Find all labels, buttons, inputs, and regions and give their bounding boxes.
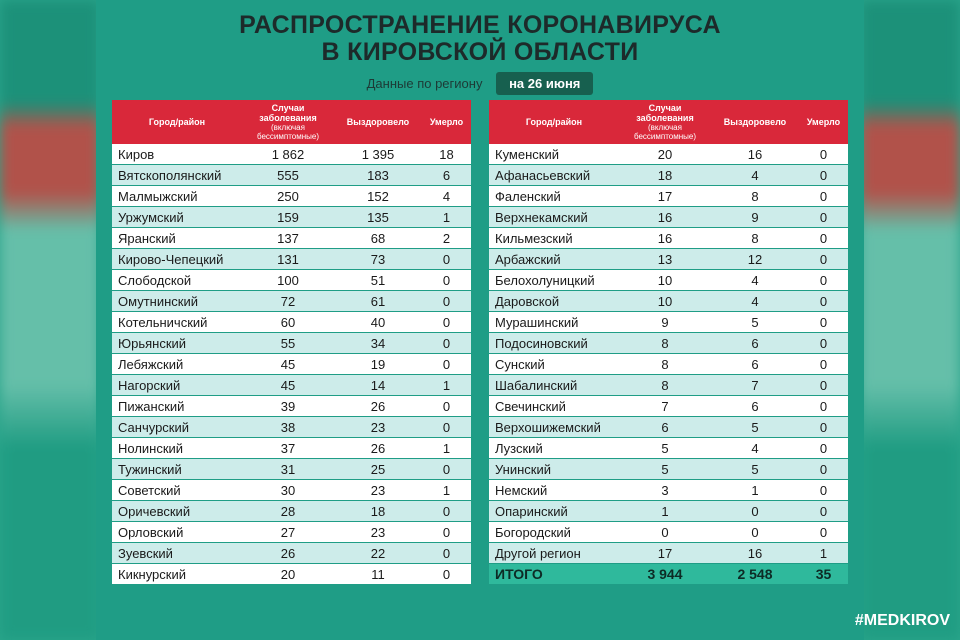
- table-row: [489, 438, 848, 459]
- cell-recovered: 23: [334, 480, 422, 501]
- cell-died: 0: [799, 312, 848, 333]
- cell-cases: 8: [619, 375, 711, 396]
- cell-recovered: 4: [711, 165, 799, 186]
- cell-cases: 45: [242, 354, 334, 375]
- cell-died: 0: [799, 396, 848, 417]
- cell-name: Лебяжский: [112, 354, 242, 375]
- total-row: [489, 564, 848, 585]
- cell-died: 0: [799, 207, 848, 228]
- cell-died: 2: [422, 228, 471, 249]
- cell-recovered: 183: [334, 165, 422, 186]
- cell-recovered: 135: [334, 207, 422, 228]
- cell-died: 6: [422, 165, 471, 186]
- cell-recovered: 11: [334, 564, 422, 585]
- cell-died: 0: [799, 228, 848, 249]
- cell-cases: 30: [242, 480, 334, 501]
- cell-cases: 555: [242, 165, 334, 186]
- right-table-header: [489, 100, 848, 144]
- table-row: [112, 333, 471, 354]
- table-row: [112, 270, 471, 291]
- total-died: 35: [799, 564, 848, 585]
- cell-died: 0: [799, 249, 848, 270]
- right-data-table: [489, 100, 848, 585]
- cell-cases: 13: [619, 249, 711, 270]
- cell-name: Афанасьевский: [489, 165, 619, 186]
- cell-name: Фаленский: [489, 186, 619, 207]
- left-table-header: [112, 100, 471, 144]
- left-data-table: [112, 100, 471, 585]
- cell-died: 1: [422, 438, 471, 459]
- cell-died: 0: [799, 438, 848, 459]
- cell-recovered: 68: [334, 228, 422, 249]
- cell-died: 1: [422, 207, 471, 228]
- table-row: [112, 501, 471, 522]
- cell-cases: 37: [242, 438, 334, 459]
- cell-died: 0: [799, 333, 848, 354]
- cell-recovered: 8: [711, 228, 799, 249]
- cell-died: 0: [799, 144, 848, 165]
- cell-name: Сунский: [489, 354, 619, 375]
- header-city: Город/район: [489, 100, 619, 144]
- table-row: [112, 375, 471, 396]
- subtitle: Данные по региону: [366, 76, 483, 91]
- table-row: [112, 228, 471, 249]
- cell-recovered: 5: [711, 459, 799, 480]
- table-row: [112, 186, 471, 207]
- cell-cases: 55: [242, 333, 334, 354]
- cell-recovered: 4: [711, 270, 799, 291]
- cell-name: Мурашинский: [489, 312, 619, 333]
- cell-recovered: 7: [711, 375, 799, 396]
- cell-name: Тужинский: [112, 459, 242, 480]
- cell-recovered: 8: [711, 186, 799, 207]
- cell-died: 0: [422, 522, 471, 543]
- table-row: [489, 480, 848, 501]
- cell-cases: 60: [242, 312, 334, 333]
- cell-died: 0: [799, 501, 848, 522]
- cell-cases: 1: [619, 501, 711, 522]
- total-cases: 3 944: [619, 564, 711, 585]
- cell-recovered: 14: [334, 375, 422, 396]
- cell-name: Вятскополянский: [112, 165, 242, 186]
- cell-recovered: 0: [711, 501, 799, 522]
- cell-recovered: 9: [711, 207, 799, 228]
- cell-name: Омутнинский: [112, 291, 242, 312]
- title-line-1: РАСПРОСТРАНЕНИЕ КОРОНАВИРУСА: [239, 11, 721, 39]
- cell-died: 0: [799, 459, 848, 480]
- table-row: [112, 438, 471, 459]
- table-row: [112, 354, 471, 375]
- header-recovered: Выздоровело: [711, 100, 799, 144]
- cell-recovered: 51: [334, 270, 422, 291]
- cell-name: Верхошижемский: [489, 417, 619, 438]
- cell-name: Белохолуницкий: [489, 270, 619, 291]
- background-blur-right: [860, 0, 960, 640]
- table-row: [489, 396, 848, 417]
- cell-cases: 45: [242, 375, 334, 396]
- cell-cases: 20: [242, 564, 334, 585]
- page-title: [96, 12, 864, 66]
- table-row: [112, 543, 471, 564]
- cell-cases: 100: [242, 270, 334, 291]
- table-row: [112, 249, 471, 270]
- cell-recovered: 6: [711, 333, 799, 354]
- cell-cases: 27: [242, 522, 334, 543]
- cell-recovered: 4: [711, 438, 799, 459]
- cell-died: 18: [422, 144, 471, 165]
- table-row: [489, 249, 848, 270]
- cell-recovered: 6: [711, 396, 799, 417]
- cell-name: Кильмезский: [489, 228, 619, 249]
- header-died: Умерло: [422, 100, 471, 144]
- header-cases: [242, 100, 334, 144]
- cell-cases: 10: [619, 291, 711, 312]
- cell-cases: 16: [619, 207, 711, 228]
- table-row: [489, 501, 848, 522]
- cell-name: Другой регион: [489, 543, 619, 564]
- cell-name: Кирово-Чепецкий: [112, 249, 242, 270]
- header-cases-label: Случаи заболевания: [636, 103, 694, 123]
- cell-cases: 131: [242, 249, 334, 270]
- cell-recovered: 5: [711, 417, 799, 438]
- cell-cases: 159: [242, 207, 334, 228]
- cell-cases: 17: [619, 186, 711, 207]
- cell-name: Оричевский: [112, 501, 242, 522]
- cell-died: 0: [422, 396, 471, 417]
- table-row: [489, 333, 848, 354]
- cell-recovered: 16: [711, 144, 799, 165]
- cell-name: Нолинский: [112, 438, 242, 459]
- cell-cases: 9: [619, 312, 711, 333]
- cell-recovered: 6: [711, 354, 799, 375]
- cell-name: Богородский: [489, 522, 619, 543]
- cell-name: Малмыжский: [112, 186, 242, 207]
- table-row: [489, 417, 848, 438]
- cell-recovered: 40: [334, 312, 422, 333]
- header-died: Умерло: [799, 100, 848, 144]
- cell-died: 1: [422, 480, 471, 501]
- cell-cases: 8: [619, 333, 711, 354]
- cell-cases: 137: [242, 228, 334, 249]
- cell-died: 0: [799, 480, 848, 501]
- cell-died: 1: [799, 543, 848, 564]
- cell-name: Санчурский: [112, 417, 242, 438]
- total-recovered: 2 548: [711, 564, 799, 585]
- cell-cases: 20: [619, 144, 711, 165]
- cell-cases: 18: [619, 165, 711, 186]
- cell-recovered: 152: [334, 186, 422, 207]
- table-row: [489, 354, 848, 375]
- cell-name: Верхнекамский: [489, 207, 619, 228]
- table-row: [489, 270, 848, 291]
- hashtag: #MEDKIROV: [854, 612, 950, 629]
- cell-cases: 28: [242, 501, 334, 522]
- cell-died: 1: [422, 375, 471, 396]
- cell-recovered: 73: [334, 249, 422, 270]
- table-row: [112, 207, 471, 228]
- cell-name: Даровской: [489, 291, 619, 312]
- cell-recovered: 0: [711, 522, 799, 543]
- table-row: [112, 522, 471, 543]
- background-blur-left: [0, 0, 100, 640]
- table-row: [489, 291, 848, 312]
- cell-died: 0: [422, 312, 471, 333]
- cell-cases: 8: [619, 354, 711, 375]
- cell-died: 0: [799, 270, 848, 291]
- table-row: [112, 396, 471, 417]
- cell-recovered: 23: [334, 522, 422, 543]
- cell-died: 0: [422, 417, 471, 438]
- title-line-2: В КИРОВСКОЙ ОБЛАСТИ: [321, 38, 639, 66]
- cell-recovered: 19: [334, 354, 422, 375]
- cell-name: Свечинский: [489, 396, 619, 417]
- cell-name: Немский: [489, 480, 619, 501]
- cell-name: Опаринский: [489, 501, 619, 522]
- header-cases-label: Случаи заболевания: [259, 103, 317, 123]
- cell-died: 0: [422, 501, 471, 522]
- cell-cases: 39: [242, 396, 334, 417]
- cell-cases: 10: [619, 270, 711, 291]
- cell-cases: 17: [619, 543, 711, 564]
- cell-died: 0: [422, 543, 471, 564]
- cell-name: Слободской: [112, 270, 242, 291]
- header-cases-note: (включая бессимптомные): [256, 123, 320, 141]
- date-badge: на 26 июня: [496, 72, 593, 95]
- cell-cases: 6: [619, 417, 711, 438]
- table-row: [489, 312, 848, 333]
- table-row: [489, 375, 848, 396]
- cell-recovered: 61: [334, 291, 422, 312]
- cell-cases: 5: [619, 459, 711, 480]
- table-row: [489, 459, 848, 480]
- cell-cases: 1 862: [242, 144, 334, 165]
- cell-cases: 31: [242, 459, 334, 480]
- cell-died: 0: [422, 354, 471, 375]
- cell-cases: 7: [619, 396, 711, 417]
- cell-name: Орловский: [112, 522, 242, 543]
- cell-name: Яранский: [112, 228, 242, 249]
- cell-died: 0: [799, 375, 848, 396]
- cell-died: 0: [422, 333, 471, 354]
- cell-name: Советский: [112, 480, 242, 501]
- cell-died: 0: [799, 354, 848, 375]
- cell-recovered: 34: [334, 333, 422, 354]
- cell-recovered: 18: [334, 501, 422, 522]
- cell-recovered: 12: [711, 249, 799, 270]
- cell-died: 0: [422, 459, 471, 480]
- table-row: [489, 207, 848, 228]
- cell-name: Зуевский: [112, 543, 242, 564]
- cell-cases: 72: [242, 291, 334, 312]
- cell-recovered: 4: [711, 291, 799, 312]
- header-city: Город/район: [112, 100, 242, 144]
- cell-cases: 5: [619, 438, 711, 459]
- cell-cases: 0: [619, 522, 711, 543]
- cell-recovered: 26: [334, 396, 422, 417]
- cell-cases: 250: [242, 186, 334, 207]
- cell-name: Куменский: [489, 144, 619, 165]
- cell-recovered: 16: [711, 543, 799, 564]
- cell-name: Юрьянский: [112, 333, 242, 354]
- table-row: [489, 144, 848, 165]
- cell-name: Пижанский: [112, 396, 242, 417]
- cell-name: Арбажский: [489, 249, 619, 270]
- cell-name: Нагорский: [112, 375, 242, 396]
- cell-recovered: 25: [334, 459, 422, 480]
- cell-died: 0: [422, 291, 471, 312]
- cell-cases: 26: [242, 543, 334, 564]
- cell-name: Уржумский: [112, 207, 242, 228]
- table-row: [112, 480, 471, 501]
- table-row: [112, 564, 471, 585]
- cell-died: 0: [799, 186, 848, 207]
- cell-recovered: 5: [711, 312, 799, 333]
- table-row: [489, 186, 848, 207]
- cell-recovered: 1 395: [334, 144, 422, 165]
- cell-died: 0: [422, 270, 471, 291]
- table-row: [112, 459, 471, 480]
- infographic-card: [96, 0, 864, 640]
- table-row: [112, 312, 471, 333]
- cell-name: Киров: [112, 144, 242, 165]
- table-row: [489, 522, 848, 543]
- header-recovered: Выздоровело: [334, 100, 422, 144]
- cell-cases: 3: [619, 480, 711, 501]
- table-row: [489, 165, 848, 186]
- table-row: [112, 291, 471, 312]
- cell-died: 0: [799, 165, 848, 186]
- cell-recovered: 1: [711, 480, 799, 501]
- cell-cases: 16: [619, 228, 711, 249]
- cell-name: Котельничский: [112, 312, 242, 333]
- cell-name: Лузский: [489, 438, 619, 459]
- cell-name: Шабалинский: [489, 375, 619, 396]
- cell-name: Кикнурский: [112, 564, 242, 585]
- table-row: [489, 543, 848, 564]
- cell-recovered: 26: [334, 438, 422, 459]
- cell-recovered: 23: [334, 417, 422, 438]
- cell-name: Подосиновский: [489, 333, 619, 354]
- table-row: [489, 228, 848, 249]
- cell-name: Унинский: [489, 459, 619, 480]
- cell-died: 0: [799, 291, 848, 312]
- total-name: ИТОГО: [489, 564, 619, 585]
- cell-died: 0: [422, 249, 471, 270]
- cell-died: 0: [799, 417, 848, 438]
- table-row: [112, 144, 471, 165]
- cell-recovered: 22: [334, 543, 422, 564]
- cell-cases: 38: [242, 417, 334, 438]
- header-cases-note: (включая бессимптомные): [633, 123, 697, 141]
- cell-died: 4: [422, 186, 471, 207]
- subtitle-row: [96, 72, 864, 95]
- header-cases: [619, 100, 711, 144]
- table-row: [112, 417, 471, 438]
- table-row: [112, 165, 471, 186]
- cell-died: 0: [422, 564, 471, 585]
- cell-died: 0: [799, 522, 848, 543]
